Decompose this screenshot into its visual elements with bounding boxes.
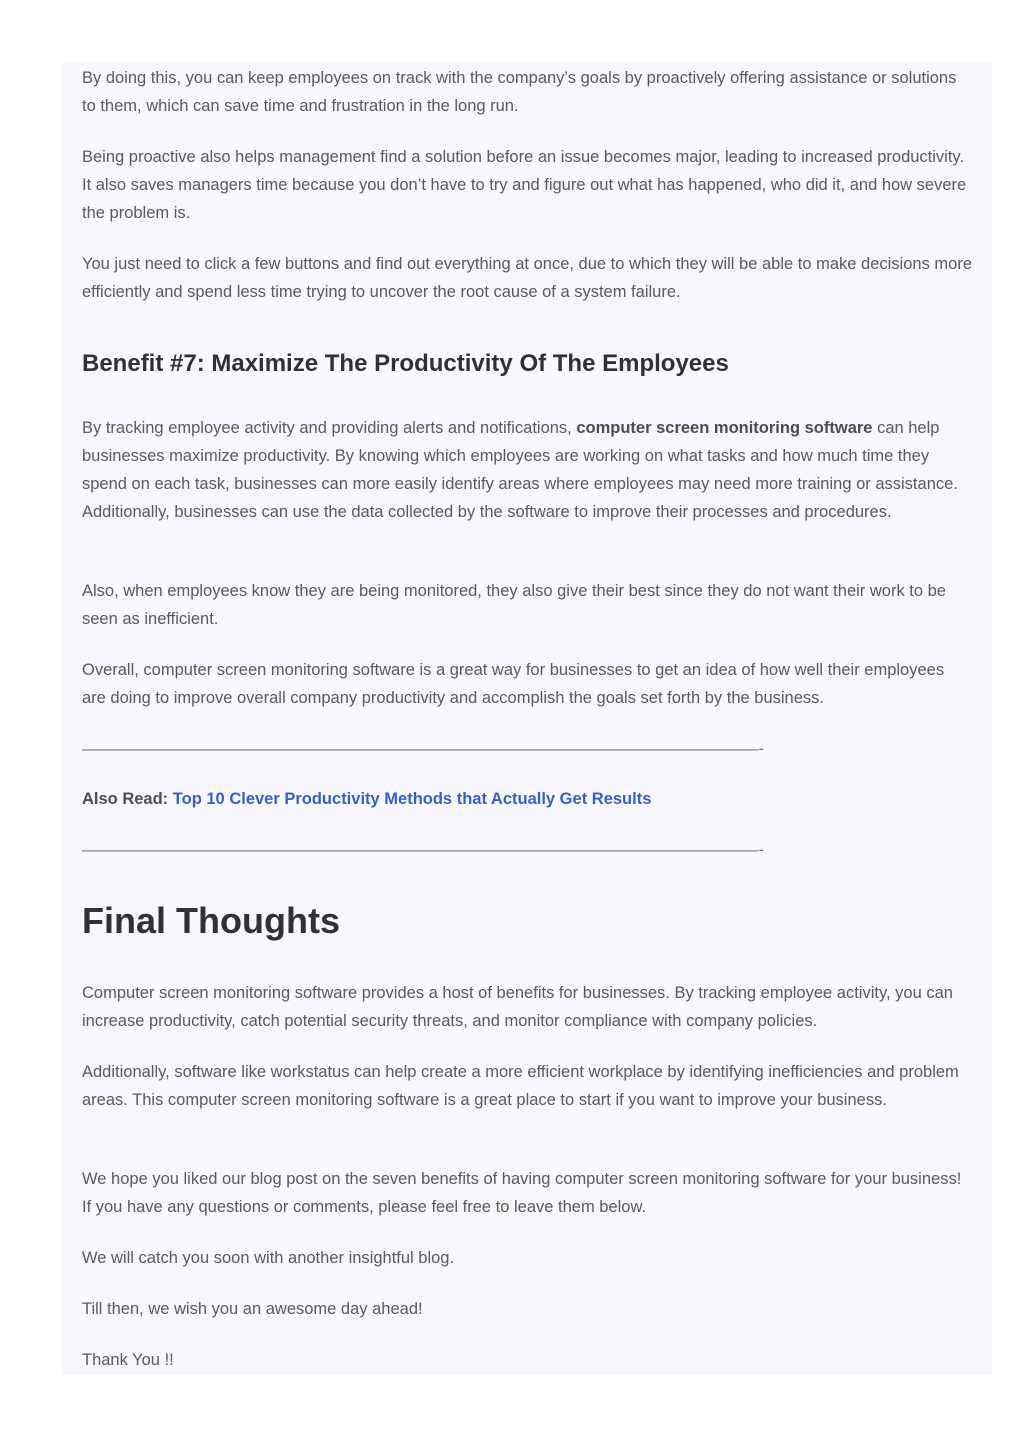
also-read-link[interactable]: Top 10 Clever Productivity Methods that Actually Get Results [172, 790, 652, 808]
paragraph-text-start: By tracking employee activity and providing alerts and notifications, [82, 419, 577, 437]
paragraph-overall: Overall, computer screen monitoring software is a great way for businesses to get an idea of how well their employees are doing to improve overall company productivity and accomplish the goals set forth by the business. [82, 661, 945, 707]
benefit-7-heading: Benefit #7: Maximize The Productivity Of The Employees [82, 350, 729, 377]
paragraph-thank-you: Thank You !! [82, 1351, 174, 1369]
also-read-label: Also Read: [82, 790, 173, 808]
paragraph-catch-you-soon: We will catch you soon with another insightful blog. [82, 1249, 455, 1267]
article-content [62, 62, 992, 1375]
paragraph-workstatus: Additionally, software like workstatus can help create a more efficient workplace by identifying inefficiencies and problem areas. This computer screen monitoring software is a great place to start if you want to improve your business. [82, 1063, 959, 1109]
also-read [82, 785, 972, 813]
paragraph-till-then: Till then, we wish you an awesome day ahead! [82, 1300, 423, 1318]
bold-keyword: computer screen monitoring software [576, 419, 873, 437]
paragraph-text-end: can help businesses maximize productivity. By knowing which employees are working on what tasks and how much time they spend on each task, businesses can more easily identify areas where employees may need more training or assistance. Additionally, businesses can use the data collected by the software to improve their processes and procedures. [82, 419, 958, 521]
paragraph-hope-you-liked: We hope you liked our blog post on the seven benefits of having computer screen monitoring software for your business! If you have any questions or comments, please feel free to leave them below. [82, 1170, 962, 1216]
paragraph-proactive-assistance: By doing this, you can keep employees on track with the company’s goals by proactively offering assistance or solutions to them, which can save time and frustration in the long run. [82, 69, 957, 115]
divider-bottom: —————————————————————————————————————————- [82, 841, 764, 859]
final-thoughts-heading: Final Thoughts [82, 900, 340, 941]
paragraph-maximize-productivity [82, 414, 972, 526]
paragraph-click-buttons: You just need to click a few buttons and find out everything at once, due to which they will be able to make decisions more efficiently and spend less time trying to uncover the root cause of a system failure. [82, 255, 973, 301]
paragraph-proactive-management: Being proactive also helps management find a solution before an issue becomes major, leading to increased productivity. It also saves managers time because you don’t have to try and figure out what has happened, who did it, and how severe the problem is. [82, 148, 967, 222]
paragraph-monitored-employees: Also, when employees know they are being monitored, they also give their best since they do not want their work to be seen as inefficient. [82, 582, 946, 628]
paragraph-benefits-summary: Computer screen monitoring software provides a host of benefits for businesses. By tracking employee activity, you can increase productivity, catch potential security threats, and monitor compliance with company policies. [82, 984, 953, 1030]
divider-top: —————————————————————————————————————————- [82, 740, 764, 758]
